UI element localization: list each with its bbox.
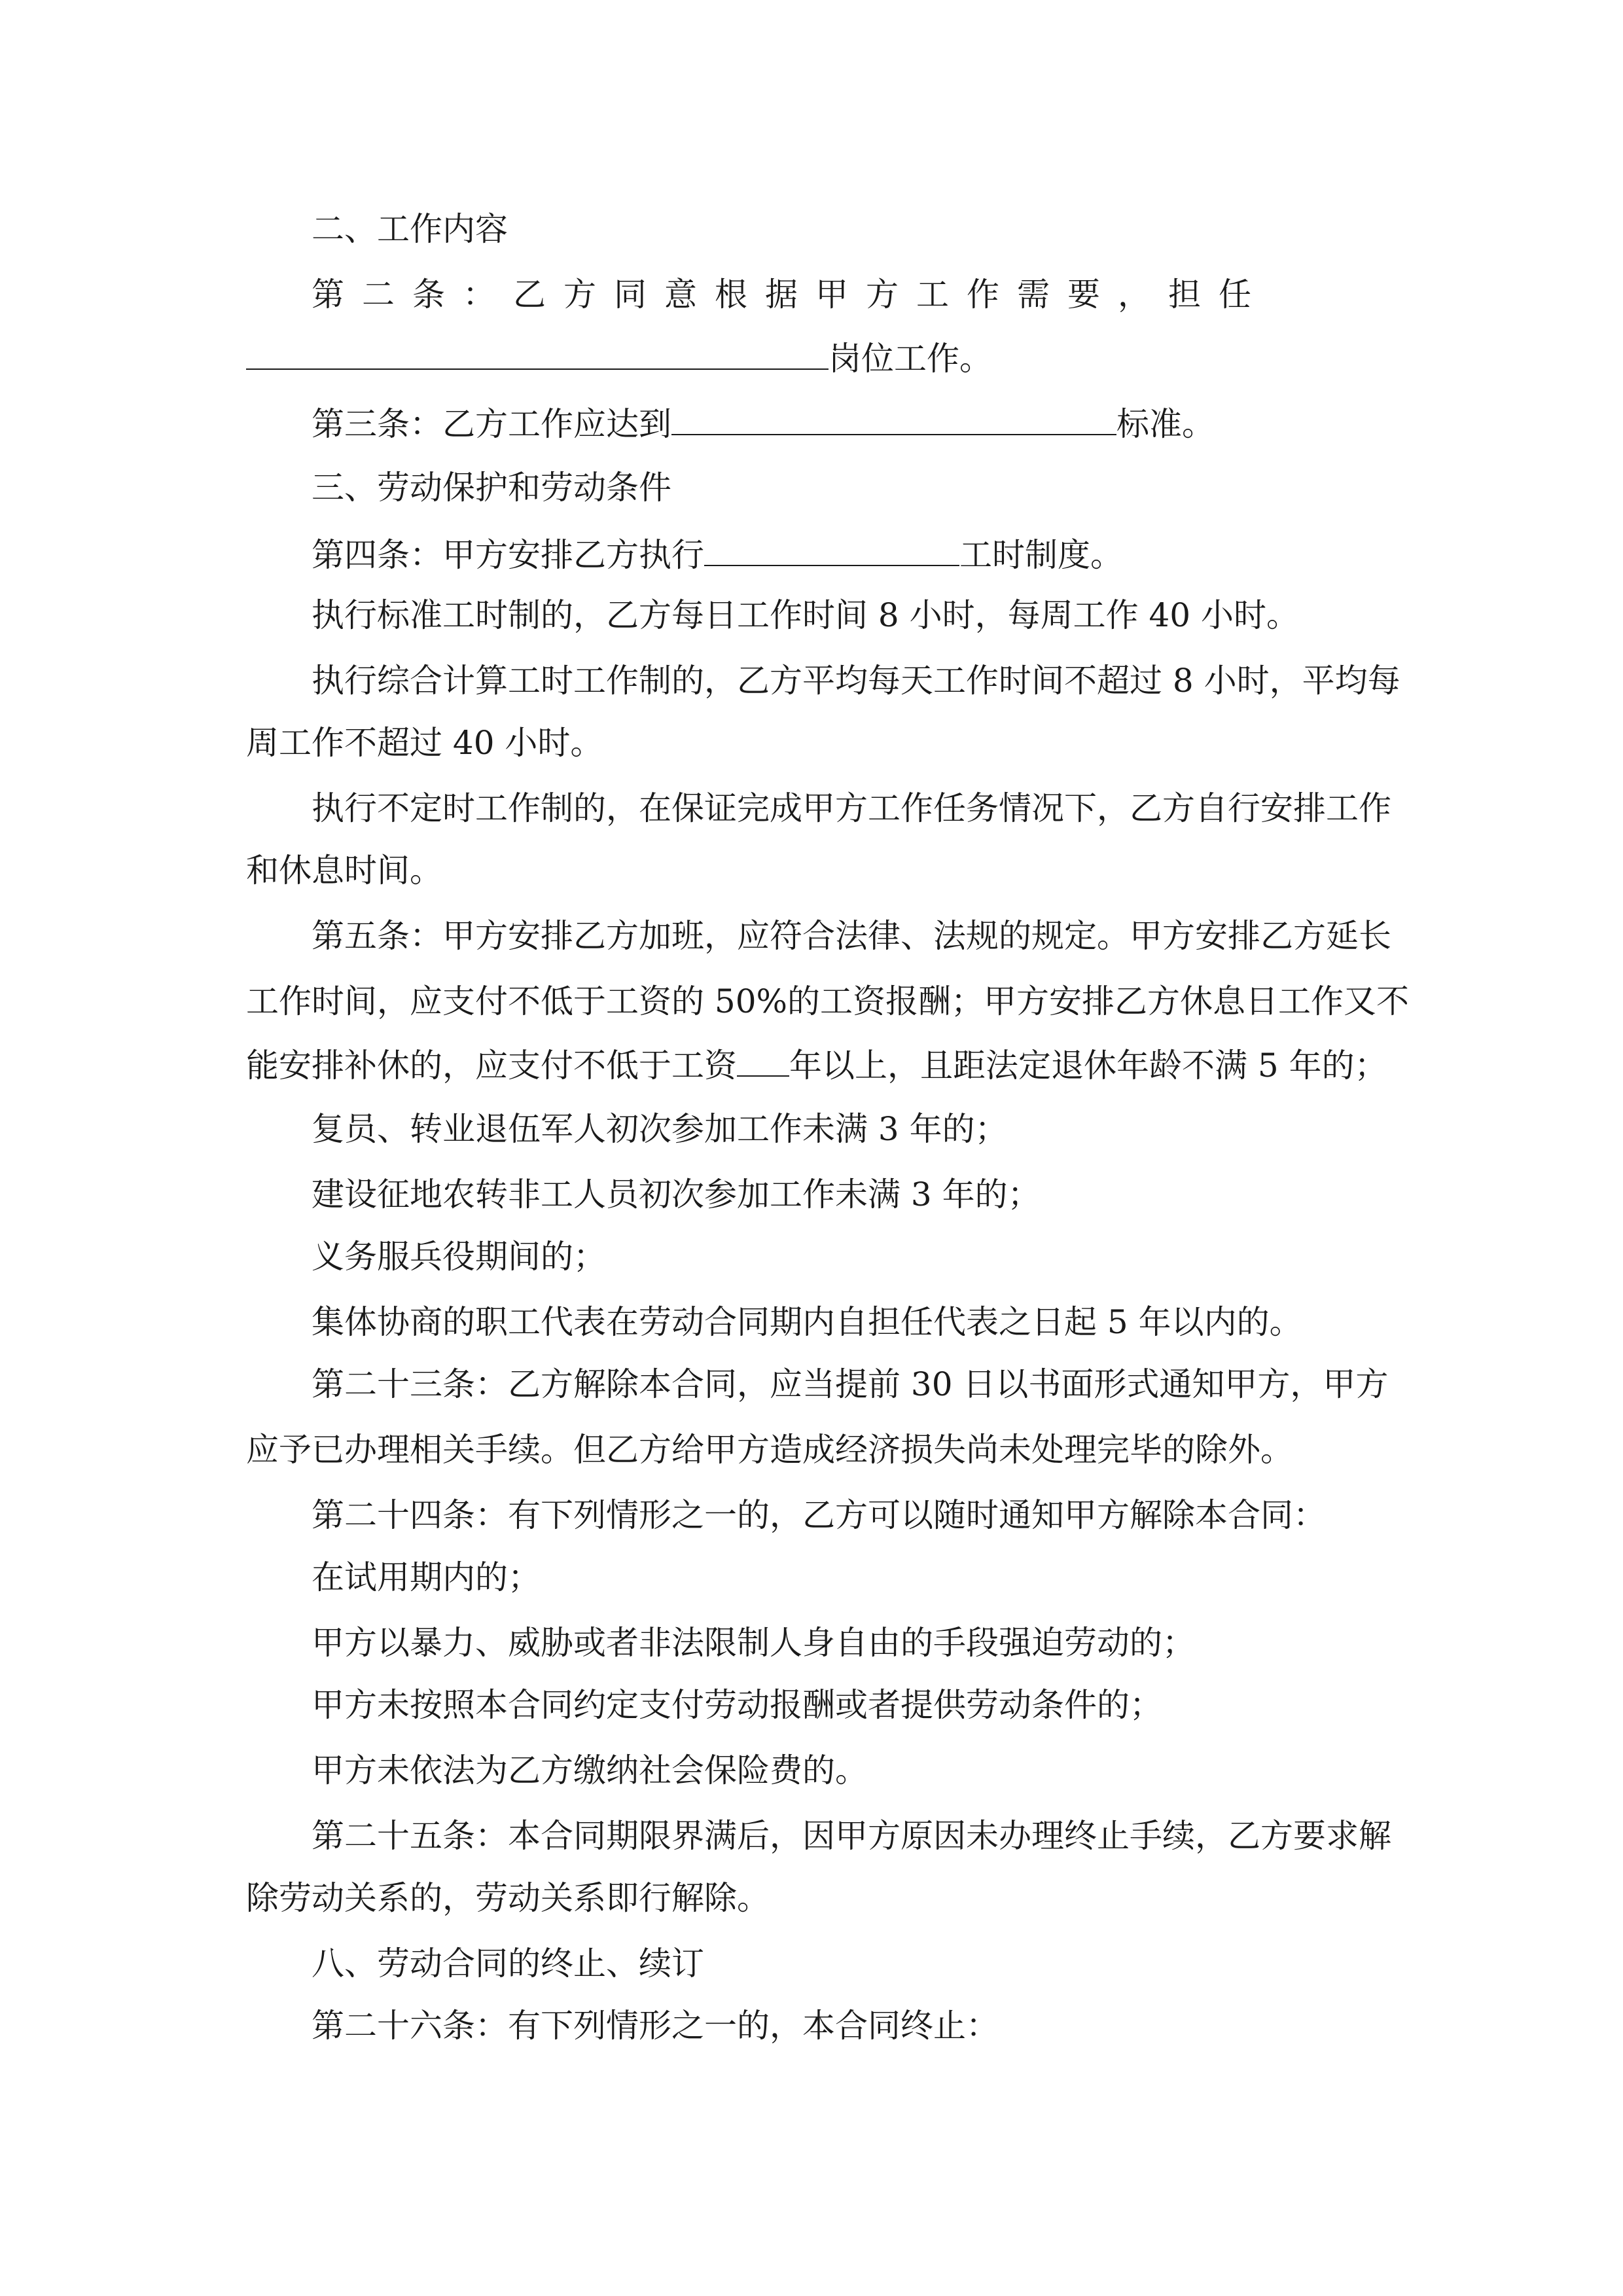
position-blank bbox=[246, 337, 829, 370]
section-heading-termination-renewal: 八、劳动合同的终止、续订 bbox=[312, 1945, 704, 1982]
article-25-line-1: 第二十五条：本合同期限界满后，因甲方原因未办理终止手续，乙方要求解 bbox=[312, 1817, 1391, 1855]
article-3-head: 第三条：乙方工作应达到 bbox=[312, 405, 671, 443]
list-item-employee-representative: 集体协商的职工代表在劳动合同期内自担任代表之日起 5 年以内的。 bbox=[312, 1303, 1302, 1341]
article-5-line-3-head: 能安排补休的，应支付不低于工资 bbox=[246, 1047, 737, 1085]
article-4-head: 第四条：甲方安排乙方执行 bbox=[312, 536, 704, 574]
article-5-line-1: 第五条：甲方安排乙方加班，应符合法律、法规的规定。甲方安排乙方延长 bbox=[312, 917, 1391, 955]
article-5-line-3 bbox=[246, 1044, 1385, 1085]
article-24: 第二十四条：有下列情形之一的，乙方可以随时通知甲方解除本合同： bbox=[312, 1496, 1326, 1534]
article-2-line-1: 第二条：乙方同意根据甲方工作需要，担任 bbox=[312, 276, 1269, 314]
working-hours-blank bbox=[704, 533, 959, 566]
flexible-hours-line-2: 和休息时间。 bbox=[246, 852, 442, 889]
article-5-line-2: 工作时间，应支付不低于工资的 50%的工资报酬；甲方安排乙方休息日工作又不 bbox=[246, 982, 1410, 1020]
article-4 bbox=[312, 533, 1450, 575]
section-heading-labor-protection: 三、劳动保护和劳动条件 bbox=[312, 469, 671, 507]
article-3-tail: 标准。 bbox=[1116, 405, 1215, 443]
article-25-line-2: 除劳动关系的，劳动关系即行解除。 bbox=[246, 1879, 770, 1917]
years-blank bbox=[737, 1044, 789, 1077]
list-item-unpaid-wages: 甲方未按照本合同约定支付劳动报酬或者提供劳动条件的； bbox=[312, 1686, 1162, 1724]
article-23-line-2: 应予已办理相关手续。但乙方给甲方造成经济损失尚未处理完毕的除外。 bbox=[246, 1431, 1293, 1469]
flexible-hours-line-1: 执行不定时工作制的，在保证完成甲方工作任务情况下，乙方自行安排工作 bbox=[312, 789, 1391, 827]
list-item-forced-labor: 甲方以暴力、威胁或者非法限制人身自由的手段强迫劳动的； bbox=[312, 1624, 1195, 1662]
section-heading-work-content: 二、工作内容 bbox=[312, 210, 508, 248]
comprehensive-hours-line-1: 执行综合计算工时工作制的，乙方平均每天工作时间不超过 8 小时，平均每 bbox=[312, 662, 1400, 700]
article-23-line-1: 第二十三条：乙方解除本合同，应当提前 30 日以书面形式通知甲方，甲方 bbox=[312, 1365, 1389, 1403]
article-2-line-2 bbox=[246, 337, 1385, 378]
comprehensive-hours-line-2: 周工作不超过 40 小时。 bbox=[246, 724, 603, 762]
list-item-military-service: 义务服兵役期间的； bbox=[312, 1238, 606, 1276]
list-item-social-insurance: 甲方未依法为乙方缴纳社会保险费的。 bbox=[312, 1751, 868, 1789]
article-5-line-3-tail: 年以上，且距法定退休年龄不满 5 年的； bbox=[789, 1047, 1387, 1085]
list-item-probation: 在试用期内的； bbox=[312, 1558, 541, 1596]
article-26: 第二十六条：有下列情形之一的，本合同终止： bbox=[312, 2007, 999, 2045]
standard-hours-paragraph: 执行标准工时制的，乙方每日工作时间 8 小时，每周工作 40 小时。 bbox=[312, 596, 1300, 634]
list-item-land-acquisition: 建设征地农转非工人员初次参加工作未满 3 年的； bbox=[312, 1175, 1041, 1213]
article-2-tail: 岗位工作。 bbox=[829, 340, 992, 378]
list-item-veterans: 复员、转业退伍军人初次参加工作未满 3 年的； bbox=[312, 1110, 1008, 1148]
article-3 bbox=[312, 403, 1450, 444]
standard-blank bbox=[671, 403, 1116, 435]
article-4-tail: 工时制度。 bbox=[959, 536, 1123, 574]
